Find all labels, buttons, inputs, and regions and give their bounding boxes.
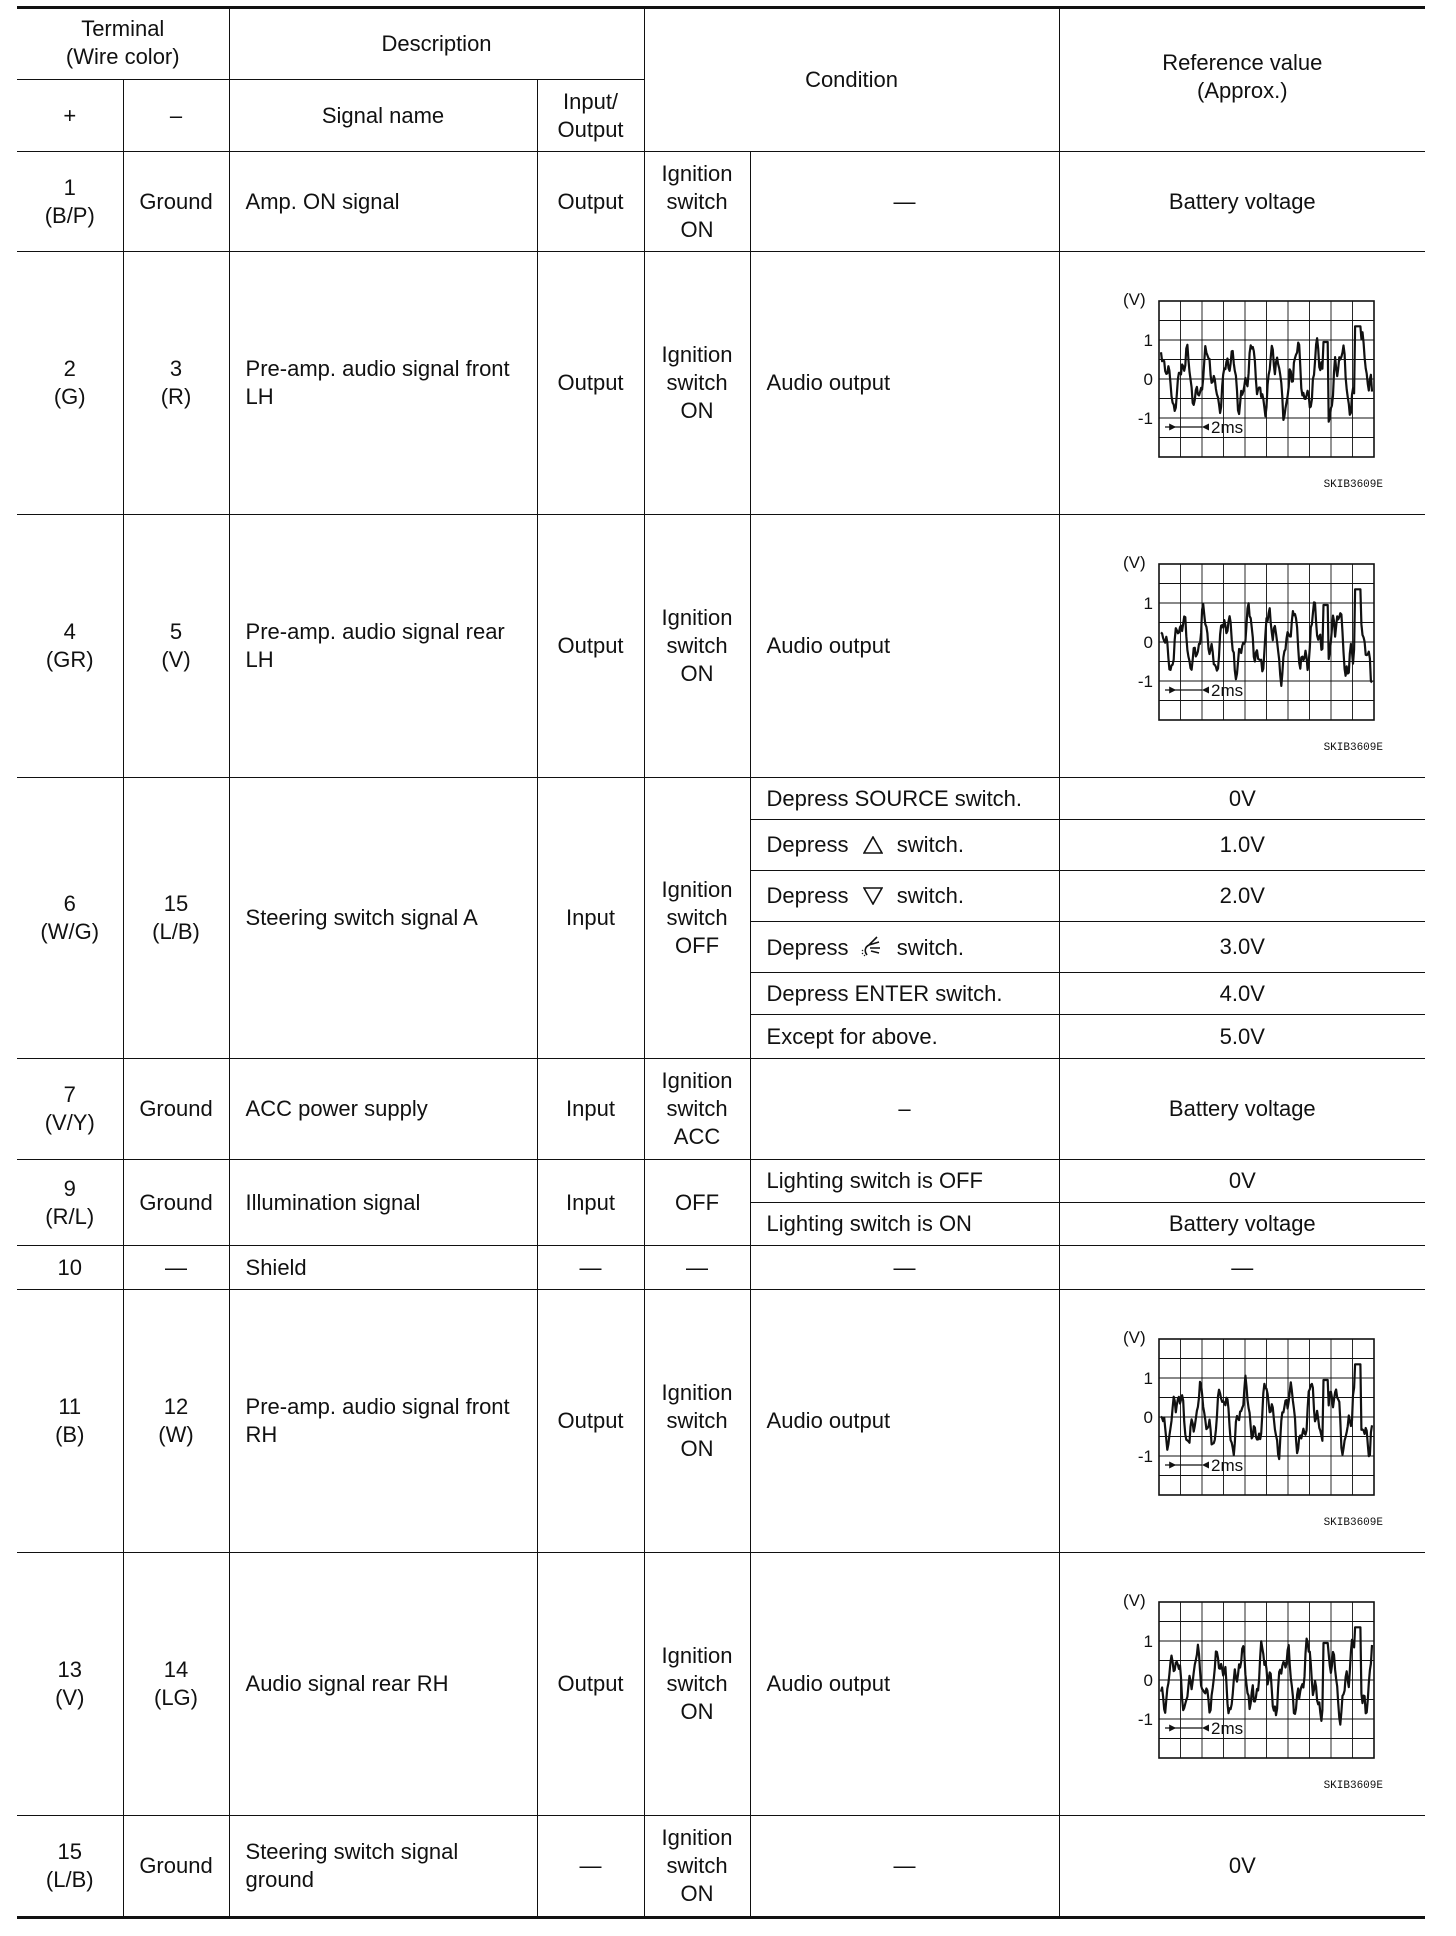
header-description: Description (229, 8, 644, 80)
io-type: Output (537, 1290, 644, 1553)
time-marker-arrow (1169, 424, 1176, 431)
condition-detail: — (750, 1246, 1059, 1290)
reference-value: 1.0V (1059, 820, 1425, 871)
condition-detail-suffix: switch. (896, 934, 964, 960)
table-row (17, 252, 1425, 515)
reference-value: Battery voltage (1059, 1059, 1425, 1160)
figure-code: SKIB3609E (1323, 742, 1384, 754)
reference-value: Battery voltage (1059, 1203, 1425, 1246)
condition-detail: Depress ENTER switch. (750, 973, 1059, 1015)
header-plus: + (17, 80, 123, 152)
reference-waveform (1059, 252, 1425, 515)
io-type: Input (537, 1160, 644, 1246)
down-triangle-icon (855, 882, 891, 910)
waveform-y-tick: 1 (1143, 1632, 1154, 1651)
condition-detail: Audio output (750, 515, 1059, 778)
terminal-minus: Ground (123, 1160, 229, 1246)
condition-detail-prefix: Depress (766, 832, 849, 857)
condition: — (644, 1246, 750, 1290)
signal-name: Pre-amp. audio signal front LH (229, 252, 537, 515)
condition-detail: Except for above. (750, 1015, 1059, 1059)
waveform-y-tick: 0 (1143, 1408, 1154, 1427)
terminal-minus: 12 (W) (123, 1290, 229, 1553)
io-type: Output (537, 152, 644, 252)
reference-waveform (1059, 1553, 1425, 1816)
condition-detail (750, 820, 1059, 871)
terminal-plus: 9 (R/L) (17, 1160, 123, 1246)
time-marker-arrow (1169, 1462, 1176, 1469)
io-type: — (537, 1246, 644, 1290)
time-marker-arrow (1202, 687, 1209, 694)
terminal-minus: 14 (LG) (123, 1553, 229, 1816)
table-row (17, 515, 1425, 778)
io-type: Output (537, 1553, 644, 1816)
signal-name: Audio signal rear RH (229, 1553, 537, 1816)
waveform-graph (1097, 279, 1387, 491)
waveform-graph (1097, 1580, 1387, 1792)
reference-value: 3.0V (1059, 922, 1425, 973)
header-reference: Reference value (Approx.) (1059, 8, 1425, 152)
condition-detail: Lighting switch is OFF (750, 1160, 1059, 1203)
io-type: Output (537, 252, 644, 515)
table-row (17, 1160, 1425, 1203)
waveform-y-tick: 1 (1143, 331, 1154, 350)
condition-detail: Audio output (750, 252, 1059, 515)
reference-waveform (1059, 1290, 1425, 1553)
condition-detail: Audio output (750, 1290, 1059, 1553)
terminal-table (17, 6, 1425, 1919)
reference-value: 0V (1059, 1160, 1425, 1203)
terminal-plus: 2 (G) (17, 252, 123, 515)
reference-value: Battery voltage (1059, 152, 1425, 252)
io-type: — (537, 1816, 644, 1918)
waveform-y-tick: -1 (1138, 1710, 1154, 1729)
terminal-minus: Ground (123, 1816, 229, 1918)
terminal-minus: — (123, 1246, 229, 1290)
condition-detail-suffix: switch. (896, 883, 964, 908)
condition: Ignition switch ON (644, 1290, 750, 1553)
condition-detail: Audio output (750, 1553, 1059, 1816)
table-row (17, 1246, 1425, 1290)
waveform-time-div: 2ms (1211, 1456, 1244, 1475)
signal-name: Steering switch signal ground (229, 1816, 537, 1918)
time-marker-arrow (1202, 424, 1209, 431)
time-marker-arrow (1202, 1462, 1209, 1469)
signal-name: ACC power supply (229, 1059, 537, 1160)
signal-name: Steering switch signal A (229, 778, 537, 1059)
figure-code: SKIB3609E (1323, 479, 1384, 491)
terminal-plus: 11 (B) (17, 1290, 123, 1553)
condition-detail (750, 922, 1059, 973)
waveform-y-tick: 0 (1143, 370, 1154, 389)
table-row (17, 1816, 1425, 1918)
terminal-minus: 5 (V) (123, 515, 229, 778)
up-triangle-icon (855, 831, 891, 859)
terminal-minus: 3 (R) (123, 252, 229, 515)
table-row (17, 1059, 1425, 1160)
signal-name: Pre-amp. audio signal front RH (229, 1290, 537, 1553)
reference-value: 5.0V (1059, 1015, 1425, 1059)
condition-detail (750, 871, 1059, 922)
reference-waveform (1059, 515, 1425, 778)
signal-name: Illumination signal (229, 1160, 537, 1246)
condition: Ignition switch ON (644, 1816, 750, 1918)
condition: Ignition switch ON (644, 252, 750, 515)
reference-value: 0V (1059, 778, 1425, 820)
waveform-y-tick: 0 (1143, 1671, 1154, 1690)
waveform-y-tick: 1 (1143, 594, 1154, 613)
terminal-plus: 6 (W/G) (17, 778, 123, 1059)
time-marker-arrow (1169, 1725, 1176, 1732)
header-minus: – (123, 80, 229, 152)
reference-value: 2.0V (1059, 871, 1425, 922)
signal-name: Pre-amp. audio signal rear LH (229, 515, 537, 778)
waveform-y-tick: 1 (1143, 1369, 1154, 1388)
waveform-graph (1097, 542, 1387, 754)
io-type: Output (537, 515, 644, 778)
condition-detail: — (750, 1816, 1059, 1918)
condition-detail: Lighting switch is ON (750, 1203, 1059, 1246)
time-marker-arrow (1202, 1725, 1209, 1732)
waveform-unit: (V) (1123, 1328, 1146, 1347)
signal-name: Shield (229, 1246, 537, 1290)
terminal-plus: 10 (17, 1246, 123, 1290)
header-io: Input/ Output (537, 80, 644, 152)
waveform-graph (1097, 1317, 1387, 1529)
condition-detail: — (750, 152, 1059, 252)
figure-code: SKIB3609E (1323, 1517, 1384, 1529)
condition-detail: – (750, 1059, 1059, 1160)
table-row (17, 778, 1425, 820)
signal-name: Amp. ON signal (229, 152, 537, 252)
table-row (17, 1290, 1425, 1553)
terminal-plus: 7 (V/Y) (17, 1059, 123, 1160)
waveform-unit: (V) (1123, 553, 1146, 572)
table-row (17, 152, 1425, 252)
condition-detail: Depress SOURCE switch. (750, 778, 1059, 820)
waveform-y-tick: 0 (1143, 633, 1154, 652)
terminal-plus: 4 (GR) (17, 515, 123, 778)
waveform-time-div: 2ms (1211, 418, 1244, 437)
waveform-unit: (V) (1123, 290, 1146, 309)
waveform-y-tick: -1 (1138, 672, 1154, 691)
condition: Ignition switch OFF (644, 778, 750, 1059)
condition: Ignition switch ON (644, 152, 750, 252)
terminal-minus: 15 (L/B) (123, 778, 229, 1059)
condition: Ignition switch ON (644, 1553, 750, 1816)
condition: Ignition switch ON (644, 515, 750, 778)
condition: Ignition switch ACC (644, 1059, 750, 1160)
table-row (17, 1553, 1425, 1816)
header-row-1 (17, 8, 1425, 80)
condition-detail-suffix: switch. (896, 832, 964, 857)
waveform-time-div: 2ms (1211, 681, 1244, 700)
figure-code: SKIB3609E (1323, 1780, 1384, 1792)
reference-value: 4.0V (1059, 973, 1425, 1015)
condition-detail-prefix: Depress (766, 883, 849, 908)
time-marker-arrow (1169, 687, 1176, 694)
terminal-plus: 1 (B/P) (17, 152, 123, 252)
terminal-plus: 15 (L/B) (17, 1816, 123, 1918)
condition-detail-prefix: Depress (766, 934, 849, 960)
header-terminal: Terminal (Wire color) (17, 8, 229, 80)
waveform-y-tick: -1 (1138, 409, 1154, 428)
reference-value: — (1059, 1246, 1425, 1290)
header-signal-name: Signal name (229, 80, 537, 152)
terminal-minus: Ground (123, 1059, 229, 1160)
waveform-y-tick: -1 (1138, 1447, 1154, 1466)
waveform-time-div: 2ms (1211, 1719, 1244, 1738)
terminal-minus: Ground (123, 152, 229, 252)
voice-hand-icon (855, 933, 891, 962)
io-type: Input (537, 1059, 644, 1160)
io-type: Input (537, 778, 644, 1059)
reference-value: 0V (1059, 1816, 1425, 1918)
header-condition: Condition (644, 8, 1059, 152)
condition: OFF (644, 1160, 750, 1246)
waveform-unit: (V) (1123, 1591, 1146, 1610)
terminal-plus: 13 (V) (17, 1553, 123, 1816)
